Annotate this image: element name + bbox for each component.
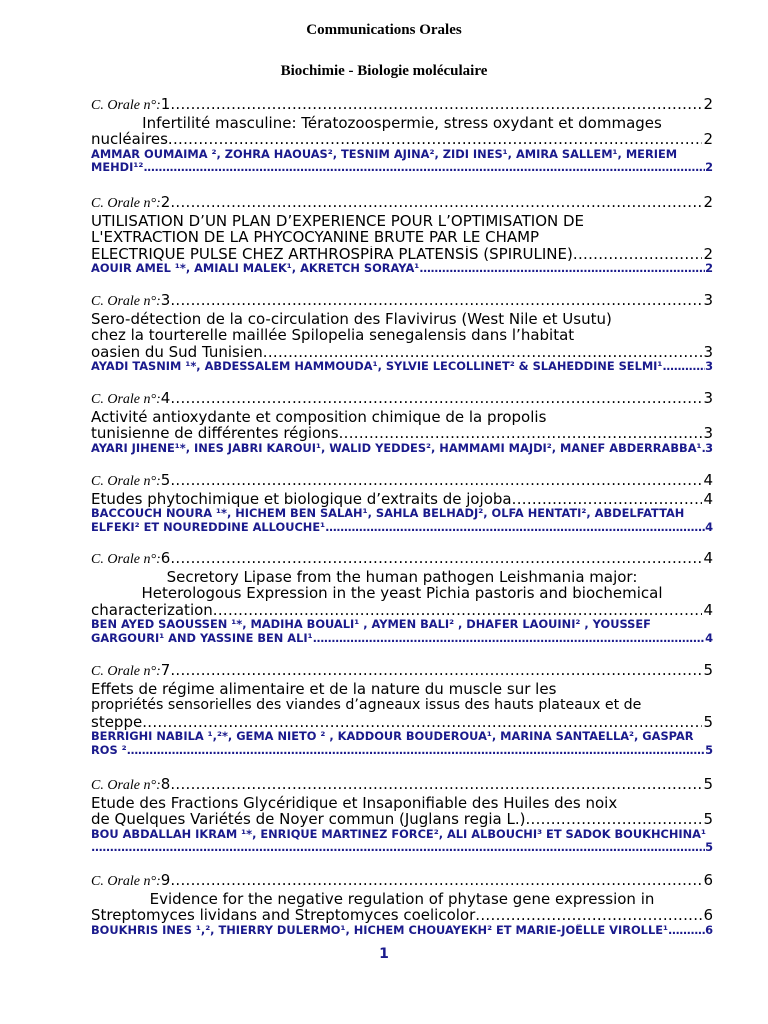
entry-authors-last-line: AOUIR AMEL ¹*, AMIALI MALEK¹, AKRETCH SORAYA¹ ..... 2 — [91, 262, 713, 276]
entry-title: L'EXTRACTION DE LA PHYCOCYANINE BRUTE PAR LE CHAMP — [91, 228, 540, 246]
entry-number: 4 — [160, 390, 171, 407]
dot-leader — [170, 776, 702, 793]
entry-page: 2 — [703, 245, 713, 262]
entry-heading — [91, 550, 713, 569]
dot-leader — [170, 472, 702, 489]
dot-leader — [668, 924, 705, 938]
entry-authors: BERRIGHI NABILA ¹,²*, GEMA NIETO ² , KADDOUR BOUDEROUA¹, MARINA SANTAELLA², GASPAR — [91, 730, 694, 743]
entry-title: Infertilité masculine: Tératozoospermie, stress oxydant et dommages — [142, 113, 662, 132]
entry-heading — [91, 776, 713, 795]
entry-title: Effets de régime alimentaire et de la nature du muscle sur les — [91, 679, 557, 698]
page-title: Communications Orales — [306, 22, 462, 38]
toc-entry[interactable] — [91, 292, 713, 374]
dot-leader — [170, 96, 702, 113]
dot-leader — [170, 194, 702, 211]
dot-leader — [525, 811, 702, 828]
entry-label: C. Orale n°: — [91, 874, 161, 889]
entry-page: 4 — [703, 550, 713, 567]
entry-authors-last-line — [91, 841, 713, 855]
toc-entry[interactable] — [91, 776, 713, 855]
entry-authors: BACCOUCH NOURA ¹*, HICHEM BEN SALAH¹, SAHLA BELHADJ², OLFA HENTATI², ABDELFATTAH — [91, 507, 685, 520]
entry-heading — [91, 872, 713, 891]
entry-authors-last-line: ELFEKI² ET NOUREDDINE ALLOUCHE¹ ..... 4 — [91, 521, 713, 535]
authors-page: 2 — [705, 262, 713, 275]
entry-authors: BEN AYED SAOUSSEN ¹*, MADIHA BOUALI¹ , AYMEN BALI² , DHAFER LAOUINI² , YOUSSEF — [91, 618, 651, 631]
entry-label: C. Orale n°: — [91, 552, 161, 567]
toc-entry[interactable] — [91, 872, 713, 937]
entry-title-last-line: oasien du Sud Tunisien ..... 3 — [91, 344, 713, 361]
entry-page: 4 — [703, 490, 713, 507]
entry-label: C. Orale n°: — [91, 392, 161, 407]
entry-page: 2 — [703, 96, 713, 113]
entry-title-last-line: nucléaires ..... 2 — [91, 131, 713, 148]
entry-number: 9 — [160, 872, 171, 889]
entry-title-last-line: Etudes phytochimique et biologique d’extraits de jojoba ..... 4 — [91, 491, 713, 508]
dot-leader — [170, 292, 702, 309]
entry-authors-last-line: GARGOURI¹ AND YASSINE BEN ALI¹ ..... 4 — [91, 632, 713, 646]
entry-number: 6 — [160, 550, 171, 567]
entry-title: Sero-détection de la co-circulation des Flavivirus (West Nile et Usutu) — [91, 309, 612, 328]
authors-page: 4 — [705, 631, 713, 645]
dot-leader — [170, 550, 702, 567]
entry-authors-last-line: MEHDI¹² ..... 2 — [91, 161, 713, 175]
entry-heading — [91, 96, 713, 115]
entry-page: 3 — [703, 390, 713, 407]
dot-leader — [213, 602, 703, 619]
entry-title: Activité antioxydante et composition chimique de la propolis — [91, 407, 547, 426]
entry-page: 4 — [703, 472, 713, 489]
entry-title: Evidence for the negative regulation of phytase gene expression in — [149, 889, 655, 908]
entry-authors: BOU ABDALLAH IKRAM ¹*, ENRIQUE MARTINEZ FORCE², ALI ALBOUCHI³ ET SADOK BOUKHCHINA¹ — [91, 827, 706, 841]
entry-label: C. Orale n°: — [91, 98, 161, 113]
dot-leader — [419, 262, 705, 276]
entry-page: 5 — [703, 662, 713, 679]
dot-leader — [170, 662, 702, 679]
dot-leader — [325, 521, 705, 535]
dot-leader — [313, 632, 705, 646]
toc-entry[interactable] — [91, 390, 713, 455]
entry-page: 5 — [703, 811, 713, 828]
dot-leader — [662, 360, 705, 374]
authors-page: 3 — [705, 360, 713, 373]
entry-title: Heterologous Expression in the yeast Pichia pastoris and biochemical — [141, 584, 663, 602]
entry-authors-last-line: ROS ² ..... 5 — [91, 744, 713, 758]
entry-number: 2 — [160, 194, 171, 211]
entry-page: 2 — [703, 194, 713, 211]
entry-page: 5 — [703, 713, 713, 730]
dot-leader — [339, 425, 703, 442]
entry-title-last-line: steppe ..... 5 — [91, 714, 713, 731]
entry-page: 3 — [703, 425, 713, 442]
authors-page: 6 — [705, 923, 713, 937]
dot-leader — [512, 491, 703, 508]
entry-heading — [91, 662, 713, 681]
toc-entry[interactable] — [91, 472, 713, 534]
entry-authors-last-line: AYARI JIHENE¹*, INES JABRI KAROUI¹, WALID YEDDES², HAMMAMI MAJDI², MANEF ABDERRABBA¹ ..... 3 — [91, 442, 713, 456]
entry-label: C. Orale n°: — [91, 664, 161, 679]
dot-leader — [573, 246, 703, 263]
entry-heading — [91, 194, 713, 213]
page-number: 1 — [379, 946, 389, 962]
entry-page: 5 — [703, 776, 713, 793]
dot-leader — [91, 841, 705, 855]
entry-page: 2 — [703, 131, 713, 148]
entry-heading — [91, 390, 713, 409]
entry-number: 7 — [160, 662, 171, 679]
dot-leader — [127, 744, 705, 758]
authors-page: 5 — [705, 743, 713, 757]
dot-leader — [170, 872, 702, 889]
entry-title-last-line: ELECTRIQUE PULSE CHEZ ARTHROSPİRA PLATENSİS (SPIRULINE) ..... 2 — [91, 246, 713, 263]
dot-leader — [142, 714, 702, 731]
entry-title: Secretory Lipase from the human pathogen Leishmania major: — [166, 567, 638, 586]
entry-page: 4 — [703, 601, 713, 618]
entry-title-last-line: tunisienne de différentes régions ..... 3 — [91, 425, 713, 442]
authors-page: 3 — [705, 441, 713, 455]
entry-heading — [91, 292, 713, 311]
dot-leader — [170, 390, 702, 407]
entry-title: chez la tourterelle maillée Spilopelia senegalensis dans l’habitat — [91, 326, 575, 344]
entry-page: 6 — [703, 872, 713, 889]
entry-authors-last-line: AYADI TASNIM ¹*, ABDESSALEM HAMMOUDA¹, SYLVIE LECOLLINET² & SLAHEDDINE SELMI¹ ..... 3 — [91, 360, 713, 374]
entry-number: 1 — [160, 96, 171, 113]
toc-entry[interactable] — [91, 194, 713, 276]
entry-label: C. Orale n°: — [91, 778, 161, 793]
entry-number: 3 — [160, 292, 171, 309]
entry-page: 3 — [703, 292, 713, 309]
entry-authors: AMMAR OUMAIMA ², ZOHRA HAOUAS², TESNIM AJINA², ZIDI INES¹, AMIRA SALLEM¹, MERIEM — [91, 147, 678, 161]
entry-page: 3 — [703, 343, 713, 360]
dot-leader — [475, 907, 702, 924]
entry-label: C. Orale n°: — [91, 294, 161, 309]
section-title: Biochimie - Biologie moléculaire — [280, 63, 488, 79]
dot-leader — [168, 131, 703, 148]
dot-leader — [143, 161, 705, 175]
authors-page: 2 — [705, 161, 713, 174]
dot-leader — [263, 344, 703, 361]
toc-entry[interactable] — [91, 96, 713, 175]
entry-label: C. Orale n°: — [91, 196, 161, 211]
toc-entry[interactable] — [91, 662, 713, 757]
entry-title: Etude des Fractions Glycéridique et Insaponifiable des Huiles des noix — [91, 793, 618, 812]
entry-label: C. Orale n°: — [91, 474, 161, 489]
authors-page: 4 — [705, 520, 713, 534]
entry-authors-last-line: BOUKHRIS INES ¹,², THIERRY DULERMO¹, HICHEM CHOUAYEKH² ET MARIE-JOËLLE VIROLLE¹ ..... 6 — [91, 924, 713, 938]
entry-title-last-line: Streptomyces lividans and Streptomyces coelicolor ..... 6 — [91, 907, 713, 924]
toc-entry[interactable] — [91, 550, 713, 645]
entry-title-last-line: de Quelques Variétés de Noyer commun (Juglans regia L.) ..... 5 — [91, 811, 713, 828]
entry-number: 5 — [160, 472, 171, 489]
entry-heading — [91, 472, 713, 491]
entry-page: 6 — [703, 907, 713, 924]
entry-title: propriétés sensorielles des viandes d’agneaux issus des hauts plateaux et de — [91, 697, 642, 713]
entry-title: UTILISATION D’UN PLAN D’EXPERIENCE POUR L’OPTIMISATION DE — [91, 211, 585, 230]
entry-title-last-line: characterization ..... 4 — [91, 602, 713, 619]
entry-number: 8 — [160, 776, 171, 793]
authors-page: 5 — [705, 841, 713, 854]
